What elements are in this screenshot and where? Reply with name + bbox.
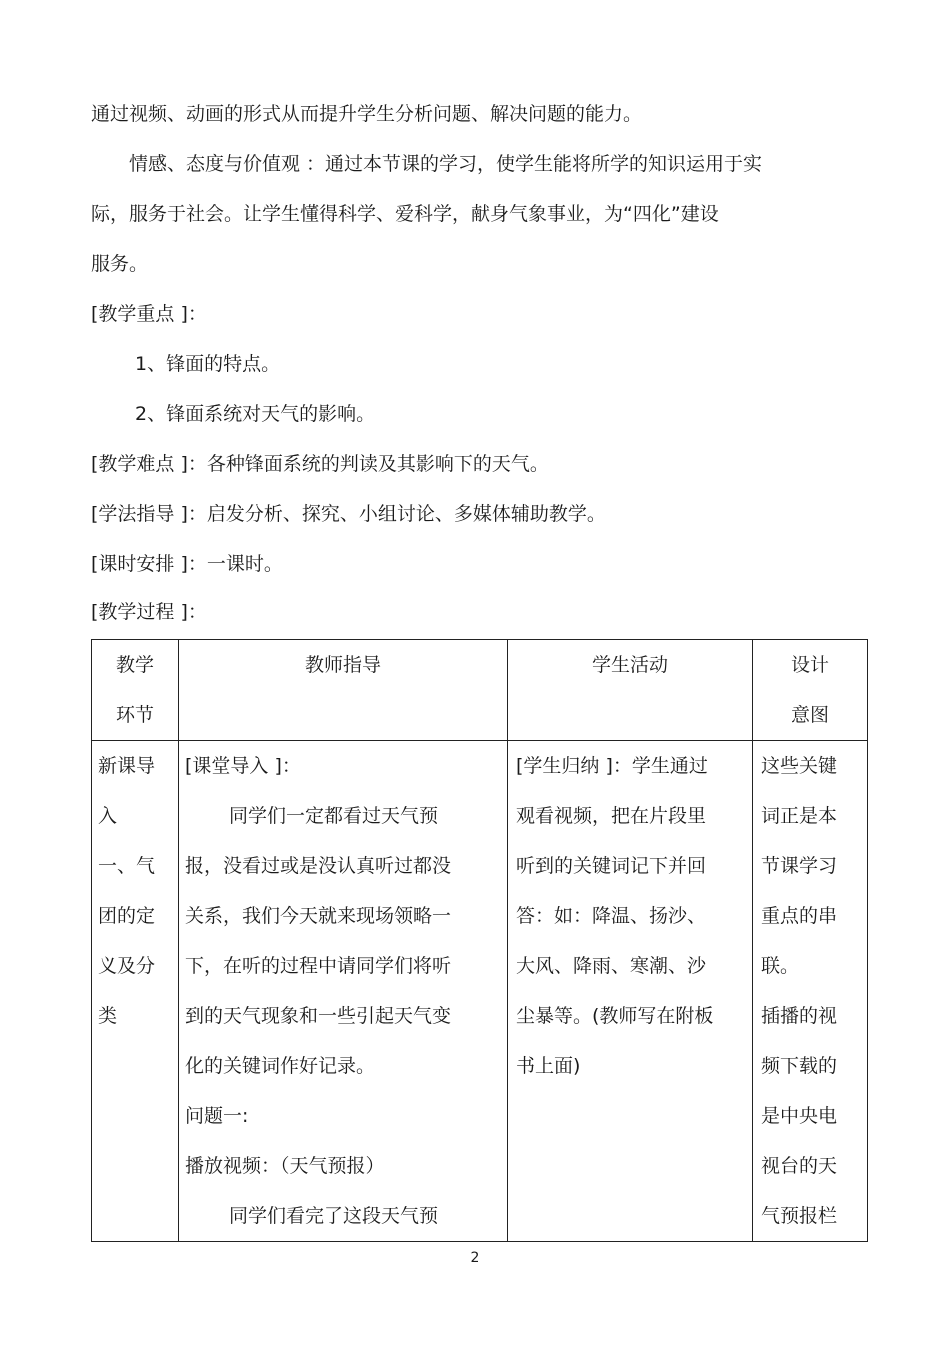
- table-row: [92, 741, 868, 1242]
- difficulty-heading: [教学难点 ]：: [91, 453, 207, 475]
- schedule-text: 一课时。: [206, 553, 283, 575]
- header-student: 学生活动: [508, 640, 753, 741]
- paragraph-values-line1: 情感、态度与价值观 ：通过本节课的学习，使学生能将所学的知识运用于实: [129, 153, 763, 175]
- paragraph-values-line2: 际，服务于社会。让学生懂得科学、爱科学，献身气象事业，为“四化”建设: [91, 203, 719, 225]
- stage-cell: 新课导 入 一、气 团的定 义及分 类: [92, 741, 179, 1242]
- table-header-row: [92, 640, 868, 741]
- method-text: 启发分析、探究、小组讨论、多媒体辅助教学。: [206, 503, 606, 525]
- page-number: 2: [470, 1250, 480, 1266]
- schedule-row: [91, 539, 283, 589]
- intent-cell: 这些关键 词正是本 节课学习 重点的串 联。 插播的视 频下载的 是中央电 视台的天 气预报栏: [753, 741, 868, 1242]
- key-point-1: 1、锋面的特点。: [135, 353, 281, 375]
- header-intent: 设计 意图: [753, 640, 868, 741]
- teaching-process-table: [91, 639, 868, 1242]
- process-heading: [教学过程 ]：: [91, 601, 207, 623]
- header-teacher: 教师指导: [179, 640, 508, 741]
- method-row: [91, 489, 606, 539]
- schedule-heading: [课时安排 ]：: [91, 553, 207, 575]
- difficulty-row: [91, 439, 549, 489]
- student-cell: [学生归纳 ]：学生通过 观看视频，把在片段里 听到的关键词记下并回 答：如：降温、扬沙、 大风、降雨、寒潮、沙 尘暴等。(教师写在附板 书上面): [508, 741, 753, 1242]
- header-stage: 教学 环节: [92, 640, 179, 741]
- key-point-2: 2、锋面系统对天气的影响。: [135, 403, 376, 425]
- paragraph-values-line3: 服务。: [91, 253, 149, 275]
- key-points-heading: [教学重点 ]：: [91, 303, 207, 325]
- paragraph-ability: 通过视频、动画的形式从而提升学生分析问题、解决问题的能力。: [91, 103, 643, 125]
- teacher-cell: [课堂导入 ]： 同学们一定都看过天气预 报，没看过或是没认真听过都没 关系，我们今天就来现场领略一 下，在听的过程中请同学们将听 到的天气现象和一些引起天气变 化的关键词作好记录。 问题一: 播放视频：（天气预报） 同学们看完了这段天气预: [179, 741, 508, 1242]
- difficulty-text: 各种锋面系统的判读及其影响下的天气。: [206, 453, 549, 475]
- method-heading: [学法指导 ]：: [91, 503, 207, 525]
